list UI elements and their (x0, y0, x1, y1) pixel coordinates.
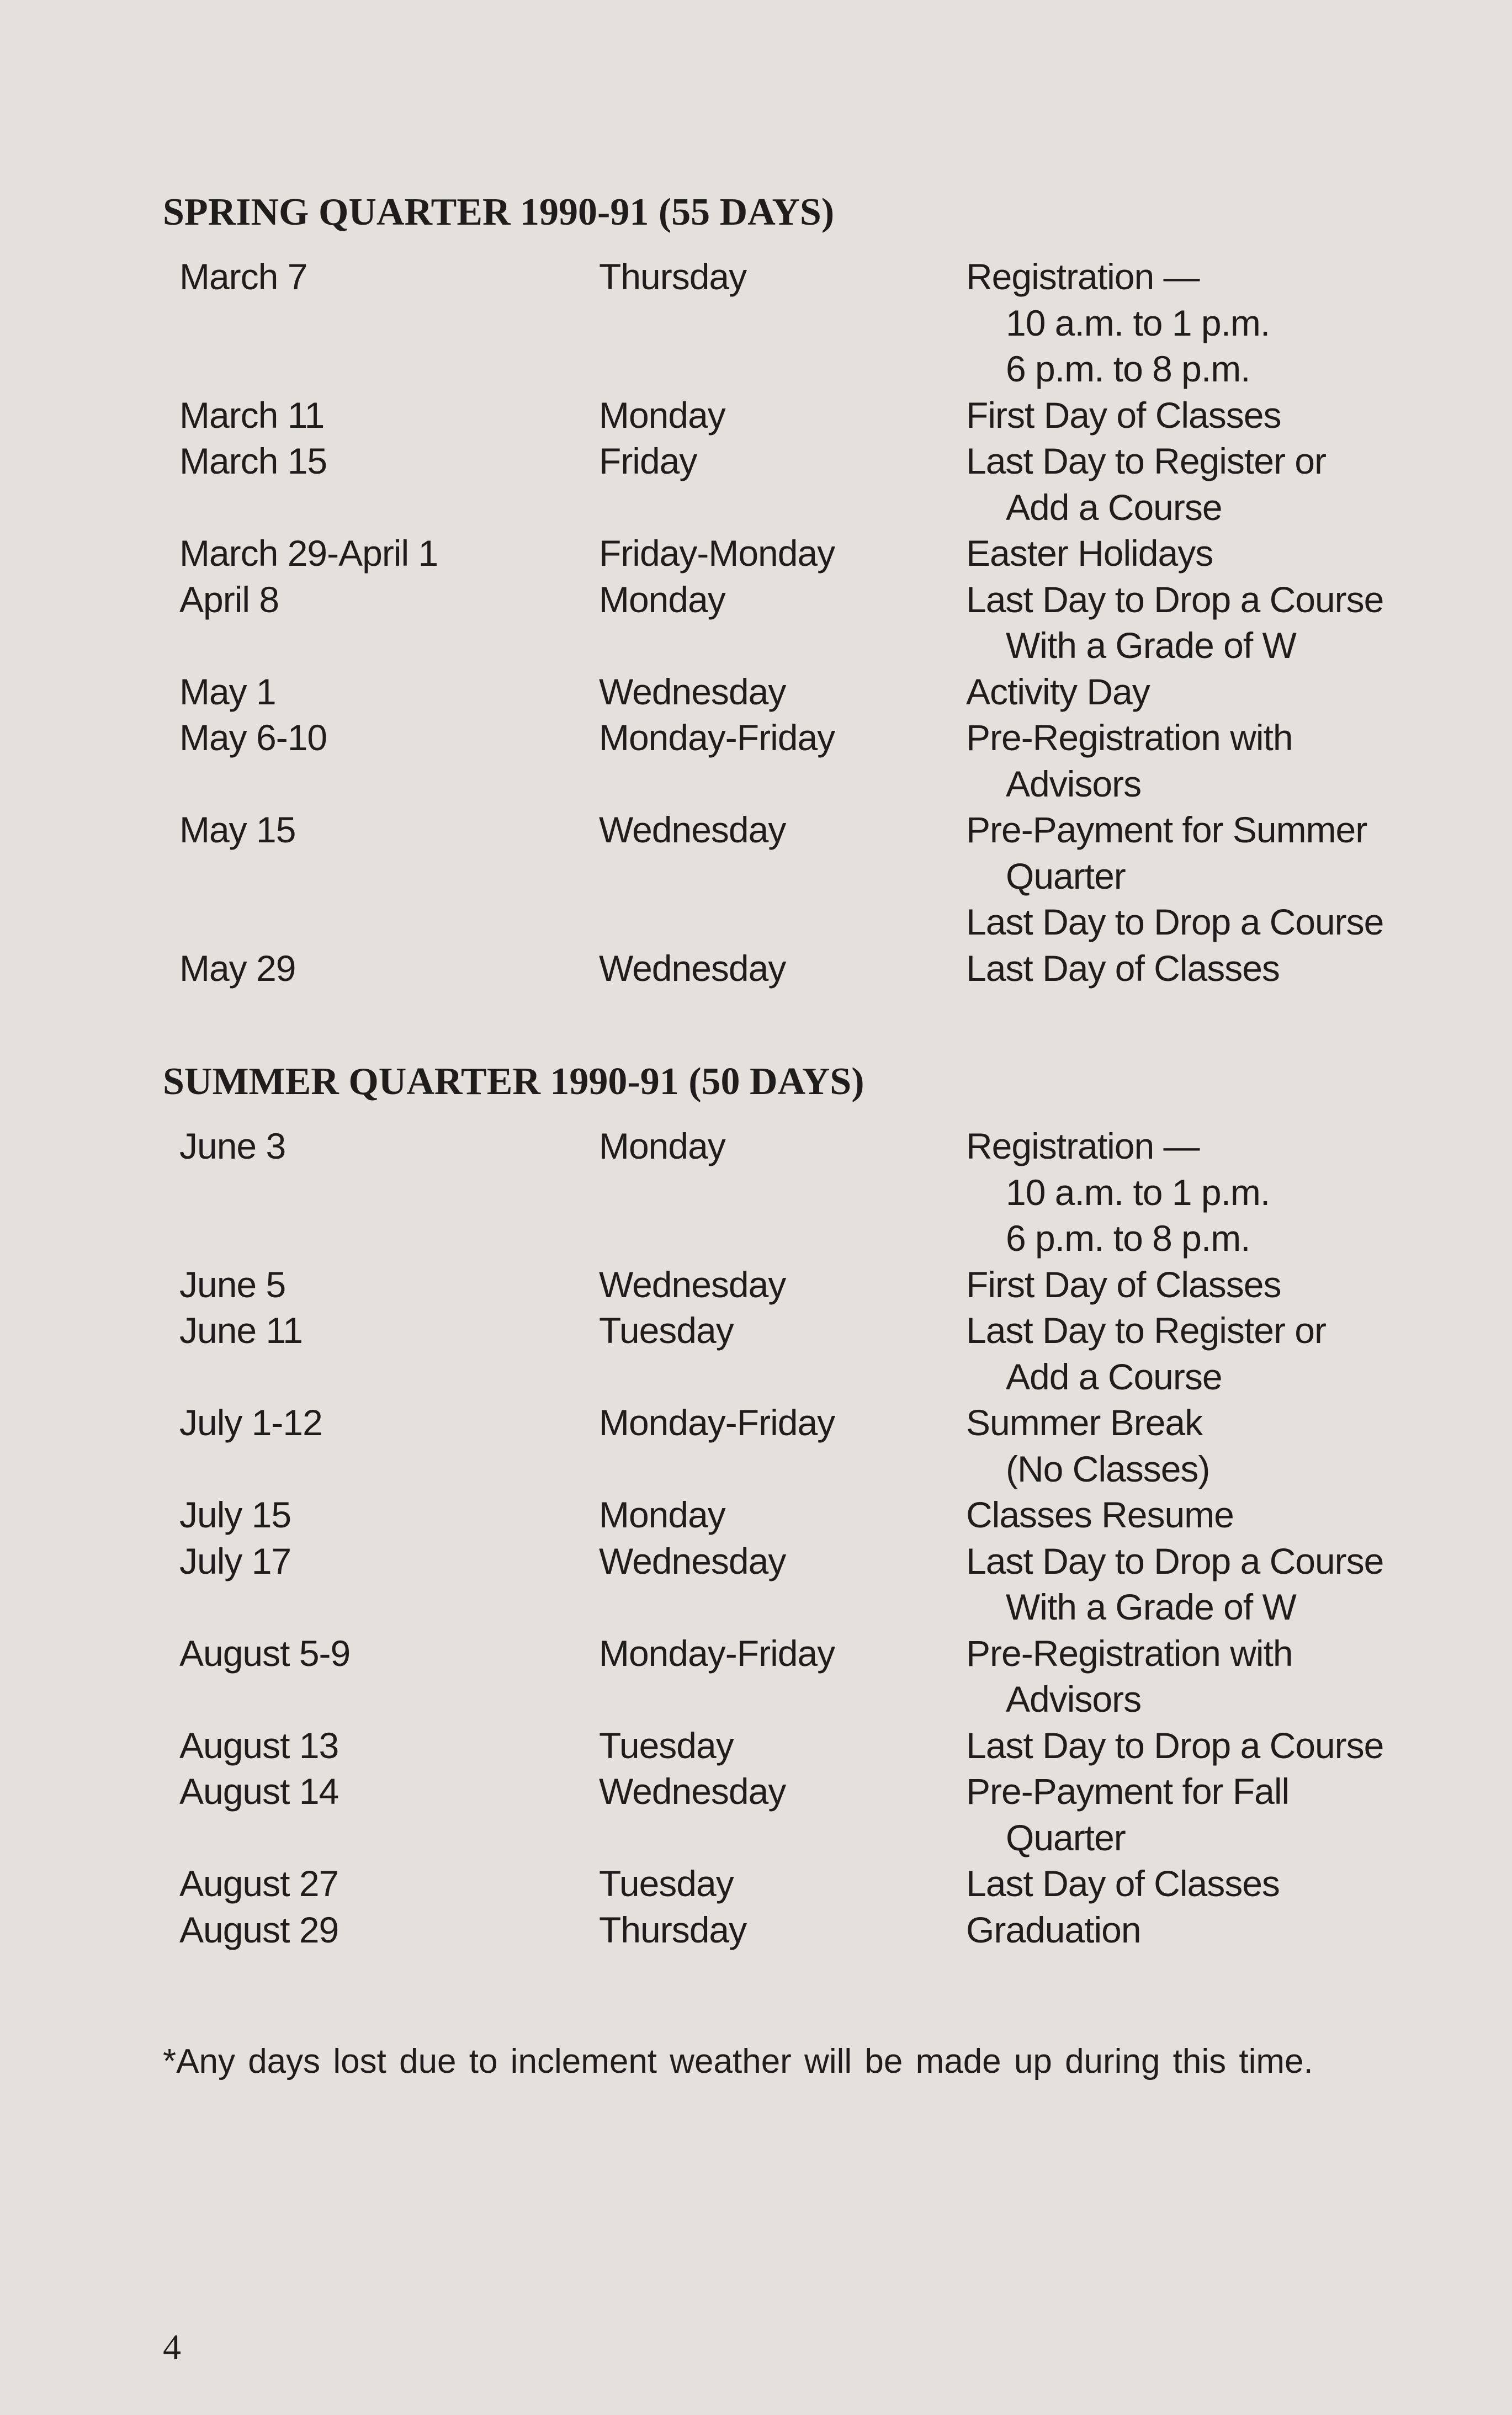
schedule-event-line: Quarter (1006, 855, 1126, 896)
schedule-weekday: Friday (599, 440, 697, 481)
schedule-weekday: Wednesday (599, 1264, 786, 1305)
schedule-event (966, 577, 1383, 669)
schedule-date: July 15 (179, 1494, 291, 1535)
schedule-date: April 8 (179, 578, 279, 620)
schedule-weekday: Wednesday (599, 671, 786, 712)
schedule-event (966, 946, 1280, 992)
schedule-event-line: Advisors (1006, 763, 1142, 804)
schedule-row (0, 1308, 1512, 1400)
schedule-row (0, 1769, 1512, 1861)
schedule-event-line: Pre-Payment for Summer (966, 809, 1367, 850)
schedule-event (966, 1723, 1383, 1769)
schedule-date: March 15 (179, 440, 327, 481)
schedule-event (966, 392, 1281, 439)
schedule-event-line: 10 a.m. to 1 p.m. (1006, 302, 1270, 343)
schedule-event-line: Last Day to Register or (966, 1310, 1326, 1351)
schedule-event-line: Activity Day (966, 671, 1150, 712)
schedule-event (966, 1907, 1141, 1954)
schedule-date: August 29 (179, 1909, 339, 1950)
schedule-weekday: Tuesday (599, 1724, 734, 1766)
schedule-event (966, 715, 1293, 807)
schedule-weekday: Monday (599, 394, 725, 436)
schedule-row (0, 392, 1512, 439)
schedule-date: March 7 (179, 256, 307, 297)
schedule-weekday: Monday (599, 1126, 725, 1166)
schedule-weekday: Monday-Friday (599, 1632, 835, 1674)
schedule-event (966, 1123, 1270, 1262)
weather-footnote: *Any days lost due to inclement weather will be made up during this time. (163, 2042, 1313, 2080)
schedule-event-line: Classes Resume (966, 1494, 1234, 1535)
schedule-date: May 1 (179, 671, 276, 712)
schedule-event (966, 530, 1213, 577)
schedule-row (0, 1631, 1512, 1723)
schedule-row (0, 1400, 1512, 1492)
schedule-event (966, 669, 1150, 715)
schedule-date: May 29 (179, 947, 296, 989)
schedule-row (0, 1907, 1512, 1954)
schedule-event (966, 1308, 1326, 1400)
schedule-row (0, 1262, 1512, 1308)
schedule-event-line: Last Day to Drop a Course (966, 901, 1384, 942)
schedule-date: May 6-10 (179, 717, 327, 758)
schedule-event (966, 1262, 1281, 1308)
schedule-event-line: 6 p.m. to 8 p.m. (1006, 1218, 1250, 1259)
schedule-row (0, 715, 1512, 807)
schedule-weekday: Tuesday (599, 1863, 734, 1904)
schedule-row (0, 1538, 1512, 1631)
schedule-event-line: 6 p.m. to 8 p.m. (1006, 348, 1250, 389)
schedule-weekday: Wednesday (599, 1540, 786, 1581)
schedule-weekday: Monday-Friday (599, 717, 835, 758)
schedule-date: June 11 (179, 1310, 303, 1351)
schedule-event-line: Easter Holidays (966, 533, 1213, 574)
schedule-event-line: Registration — (966, 1126, 1200, 1166)
schedule-weekday: Tuesday (599, 1310, 734, 1351)
schedule-event (966, 1769, 1289, 1861)
schedule-event-line: (No Classes) (1006, 1448, 1210, 1489)
schedule-event-line: Summer Break (966, 1402, 1203, 1443)
schedule-row (0, 1123, 1512, 1262)
schedule-row (0, 254, 1512, 392)
schedule-event-line: Pre-Payment for Fall (966, 1771, 1290, 1812)
schedule-date: March 11 (179, 394, 325, 436)
schedule-event (966, 807, 1383, 946)
schedule-event-line: Last Day to Drop a Course (966, 578, 1384, 620)
schedule-event-line: Last Day of Classes (966, 1863, 1280, 1904)
schedule-weekday: Monday (599, 578, 725, 620)
schedule-row (0, 577, 1512, 669)
schedule-row (0, 1723, 1512, 1769)
schedule-event-line: Last Day to Register or (966, 440, 1326, 481)
schedule-event (966, 1492, 1234, 1538)
schedule-date: March 29-April 1 (179, 533, 438, 574)
schedule-event-line: Add a Course (1006, 1356, 1222, 1397)
schedule-date: August 5-9 (179, 1632, 351, 1674)
schedule-event (966, 1861, 1280, 1907)
schedule-weekday: Wednesday (599, 947, 786, 989)
summer-quarter-title: SUMMER QUARTER 1990-91 (50 DAYS) (163, 1060, 864, 1103)
schedule-row (0, 1492, 1512, 1538)
page-number: 4 (163, 2327, 181, 2368)
schedule-event (966, 1631, 1293, 1723)
schedule-date: August 27 (179, 1863, 339, 1904)
schedule-date: August 14 (179, 1771, 339, 1812)
schedule-event-line: With a Grade of W (1006, 1586, 1296, 1627)
schedule-event-line: Pre-Registration with (966, 717, 1293, 758)
schedule-event (966, 254, 1270, 392)
schedule-row (0, 946, 1512, 992)
spring-schedule (0, 254, 1512, 991)
schedule-row (0, 438, 1512, 530)
schedule-date: July 17 (179, 1540, 291, 1581)
schedule-event (966, 438, 1326, 530)
schedule-event-line: With a Grade of W (1006, 625, 1296, 666)
schedule-event-line: Add a Course (1006, 486, 1222, 528)
schedule-event-line: Graduation (966, 1909, 1141, 1950)
schedule-row (0, 807, 1512, 946)
schedule-weekday: Thursday (599, 1909, 747, 1950)
schedule-event-line: Last Day to Drop a Course (966, 1724, 1384, 1766)
schedule-event-line: First Day of Classes (966, 1264, 1281, 1305)
schedule-weekday: Monday (599, 1494, 725, 1535)
schedule-event-line: Pre-Registration with (966, 1632, 1293, 1674)
schedule-event-line: Last Day of Classes (966, 947, 1280, 989)
schedule-event-line: Registration — (966, 256, 1200, 297)
schedule-event (966, 1538, 1383, 1631)
schedule-date: June 5 (179, 1264, 286, 1305)
schedule-date: August 13 (179, 1724, 339, 1766)
schedule-weekday: Wednesday (599, 1771, 786, 1812)
schedule-event-line: Last Day to Drop a Course (966, 1540, 1384, 1581)
schedule-weekday: Monday-Friday (599, 1402, 835, 1443)
schedule-weekday: Thursday (599, 256, 747, 297)
schedule-weekday: Wednesday (599, 809, 786, 850)
schedule-date: May 15 (179, 809, 296, 850)
schedule-row (0, 1861, 1512, 1907)
schedule-date: June 3 (179, 1126, 286, 1166)
schedule-event-line: First Day of Classes (966, 394, 1281, 436)
summer-schedule (0, 1123, 1512, 1953)
schedule-weekday: Friday-Monday (599, 533, 835, 574)
schedule-event-line: Advisors (1006, 1679, 1142, 1719)
schedule-row (0, 669, 1512, 715)
schedule-event-line: 10 a.m. to 1 p.m. (1006, 1171, 1270, 1213)
schedule-date: July 1-12 (179, 1402, 322, 1443)
schedule-row (0, 530, 1512, 577)
spring-quarter-title: SPRING QUARTER 1990-91 (55 DAYS) (163, 191, 835, 233)
schedule-event-line: Quarter (1006, 1817, 1126, 1858)
schedule-event (966, 1400, 1209, 1492)
